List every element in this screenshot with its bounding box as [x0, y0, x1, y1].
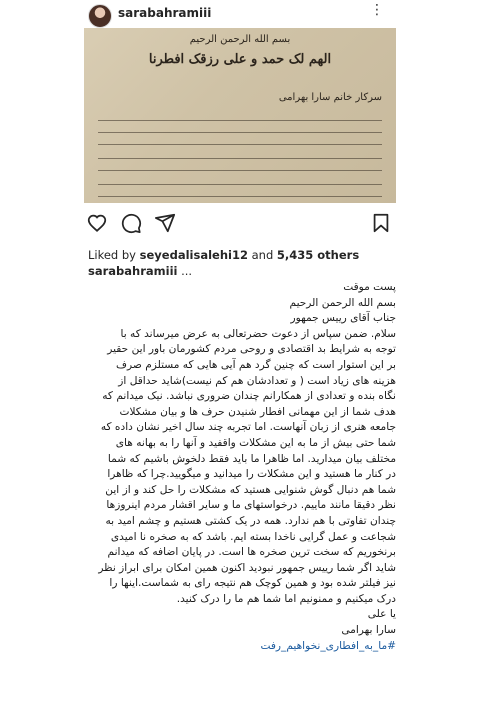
more-options-icon[interactable]: ⋮	[370, 2, 384, 18]
hashtag-link[interactable]: #ما_به_افطاری_نخواهیم_رفت	[260, 639, 396, 652]
caption-line: نگاه بنده و تعدادی از همکارانم چندان ضروری نباشد. نیک میدانم که	[102, 390, 396, 403]
caption-line: پست موقت	[343, 281, 396, 293]
username[interactable]: sarabahramiii	[118, 6, 212, 20]
handwriting-line	[98, 170, 382, 171]
letter-header: الهم لک حمد و علی رزقک افطرنا	[148, 52, 332, 67]
caption-line: نیز فیلتر شده بود و همین کوچک هم نتیجه رای به شماست.اینها را	[109, 577, 396, 590]
likes-others[interactable]: 5,435 others	[276, 248, 360, 262]
caption-line: چندان تفاوتی با هم ندارد. همه در یک کشتی هستیم و چشم امید به	[105, 514, 396, 527]
post-actions	[84, 212, 396, 236]
caption-line: بر این استوار است که چنین گرد هم آیی هایی که مستلزم صرف	[116, 358, 396, 371]
bookmark-icon[interactable]	[370, 212, 392, 234]
caption-line: شما هم دنبال گوش شنوایی هستید که مشکلات را حل کند و از این	[105, 483, 396, 496]
heart-icon[interactable]	[86, 212, 108, 234]
caption-line: جامعه هنری از زبان آنهاست. اما تجربه چند سال اخیر نشان داده که	[100, 421, 396, 434]
caption-line: نظر دقیقا مانند ماییم. درخواستهای ما و سایر اقشار مردم اینروزها	[106, 499, 396, 512]
handwriting-line	[98, 132, 382, 133]
caption-line: جناب آقای رییس جمهور	[290, 312, 396, 325]
handwriting-line	[98, 184, 382, 185]
caption-text	[100, 280, 396, 654]
caption-line: سلام. ضمن سپاس از دعوت حضرتعالی به عرض میرساند که با	[120, 327, 396, 340]
caption-header	[88, 264, 192, 278]
caption-line: سارا بهرامی	[341, 624, 396, 637]
caption-line: بسم الله الرحمن الرحیم	[289, 296, 396, 309]
handwriting-line	[98, 158, 382, 159]
caption-line: مختلف بیان میدارید. اما ظاهرا ما باید فقط دلخوش باشیم که شما	[107, 452, 396, 465]
letter-bismillah: بسم الله الرحمن الرحیم	[189, 34, 291, 45]
handwriting-line	[98, 120, 382, 121]
likes-user[interactable]: seyedalisalehi12	[139, 248, 248, 262]
caption-line: هدف شما از این مهمانی افطار شنیدن حرف ها و بیان مشکلات	[119, 405, 396, 418]
caption-username[interactable]: sarabahramiii	[88, 264, 178, 278]
post-image[interactable]	[84, 28, 396, 203]
handwriting-line	[98, 144, 382, 145]
handwriting-line	[98, 196, 382, 197]
post-header	[0, 0, 500, 28]
caption-line: در کنار ما هستید و این مشکلات را میدانید و میگویید.چرا که ظاهرا	[107, 468, 396, 481]
caption-line: برنخوریم که سخت ترین صخره ها است. در پایان اضافه که میدانم	[107, 546, 396, 559]
caption-line: درک میکنیم و ممنونیم اما شما هم ما را درک کنید.	[176, 592, 396, 605]
likes-prefix: Liked by	[88, 248, 136, 262]
likes-connector: and	[251, 248, 274, 262]
avatar[interactable]	[88, 4, 112, 28]
letter-salutation: سرکار خانم سارا بهرامی	[278, 92, 382, 103]
comment-icon[interactable]	[120, 212, 142, 234]
caption-line: شما حتی بیش از ما به این مشکلات واقفید و آنها را به بهانه های	[115, 436, 396, 449]
caption-line: شاید اگر شما رییس جمهور نبودید اکنون همین امکان برای ابراز نظر	[98, 561, 396, 574]
caption-line: یا علی	[367, 608, 396, 621]
share-icon[interactable]	[154, 212, 176, 234]
caption-more[interactable]: ...	[181, 264, 193, 278]
likes-summary[interactable]	[88, 248, 359, 262]
caption-line: توجه به شرایط بد اقتصادی و روحی مردم کشورمان باور این حقیر	[107, 343, 396, 356]
caption-line: هزینه های زیاد است ( و تعدادشان هم کم نیست)شاید حداقل از	[118, 374, 396, 387]
caption-line: شجاعت و عمل گرایی ناخدا بسته ایم. باشد که به صخره نا امیدی	[110, 530, 396, 543]
